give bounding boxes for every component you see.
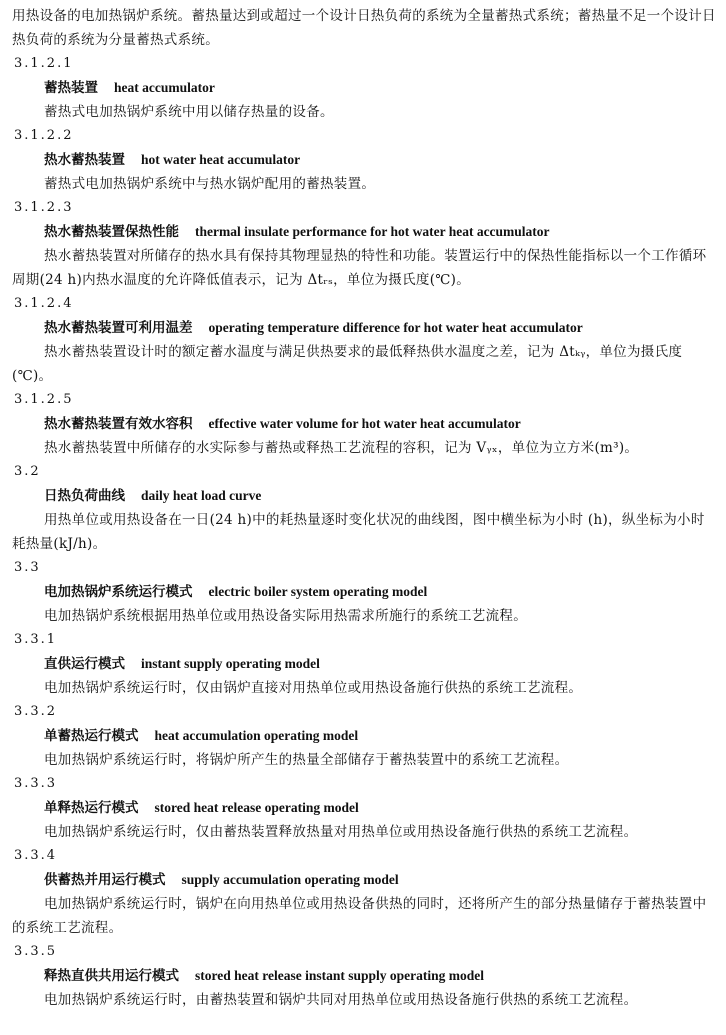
entry-3-3-5 [12,940,716,1012]
term-definition: 电加热锅炉系统运行时，将锅炉所产生的热量全部储存于蓄热装置中的系统工艺流程。 [44,752,569,768]
term-definition: 热水蓄热装置中所储存的水实际参与蓄热或释热工艺流程的容积，记为 Vᵧₓ，单位为立方米(m³)。 [44,440,639,456]
term-english: daily heat load curve [141,488,262,503]
entry-3-1-2-2 [12,124,716,196]
term-english: electric boiler system operating model [208,584,428,599]
term-chinese: 热水蓄热装置有效水容积 [44,416,193,432]
term-definition: 电加热锅炉系统运行时，由蓄热装置和锅炉共同对用热单位或用热设备施行供热的系统工艺流程。 [44,992,638,1008]
clause-number: 3.3.3 [14,776,58,791]
term-line [12,484,716,508]
entry-3-1-2-3 [12,196,716,292]
term-line [12,868,716,892]
term-english: thermal insulate performance for hot water heat accumulator [195,224,550,239]
clause-number: 3.3.4 [14,848,58,863]
term-chinese: 释热直供共用运行模式 [44,968,179,984]
term-definition: 蓄热式电加热锅炉系统中用以储存热量的设备。 [44,104,334,120]
term-definition: 蓄热式电加热锅炉系统中与热水锅炉配用的蓄热装置。 [44,176,376,192]
term-definition: 电加热锅炉系统运行时，仅由蓄热装置释放热量对用热单位或用热设备施行供热的系统工艺流程。 [44,824,638,840]
entry-3-3-4 [12,844,716,940]
clause-number: 3.1.2.1 [14,56,74,71]
clause-number: 3.2 [14,464,41,479]
clause-number: 3.3.2 [14,704,58,719]
term-line [12,796,716,820]
entry-3-2 [12,460,716,556]
term-definition: 电加热锅炉系统根据用热单位或用热设备实际用热需求所施行的系统工艺流程。 [44,608,527,624]
term-chinese: 热水蓄热装置保热性能 [44,224,179,240]
clause-number: 3.3 [14,560,41,575]
entry-3-1-2-5 [12,388,716,460]
term-definition: 热水蓄热装置对所储存的热水具有保持其物理显热的特性和功能。装置运行中的保热性能指标以一个工作循环周期(24 h)内热水温度的允许降低值表示，记为 Δtᵣₛ，单位为摄氏度(℃)。 [12,248,707,288]
term-line [12,412,716,436]
term-english: heat accumulator [114,80,215,95]
term-chinese: 热水蓄热装置 [44,152,125,168]
entry-3-3-1 [12,628,716,700]
entry-3-3 [12,556,716,628]
term-line [12,148,716,172]
term-line [12,76,716,100]
term-line [12,580,716,604]
term-chinese: 热水蓄热装置可利用温差 [44,320,193,336]
clause-number: 3.1.2.5 [14,392,74,407]
term-definition: 电加热锅炉系统运行时，仅由锅炉直接对用热单位或用热设备施行供热的系统工艺流程。 [44,680,583,696]
term-chinese: 电加热锅炉系统运行模式 [44,584,193,600]
entry-3-3-2 [12,700,716,772]
term-chinese: 日热负荷曲线 [44,488,125,504]
term-line [12,964,716,988]
term-chinese: 单释热运行模式 [44,800,139,816]
entry-3-1-2-4 [12,292,716,388]
clause-number: 3.3.5 [14,944,58,959]
term-english: stored heat release instant supply operating model [195,968,485,983]
term-chinese: 蓄热装置 [44,80,98,96]
entry-3-1-2-1 [12,52,716,124]
term-english: instant supply operating model [141,656,320,671]
term-line [12,724,716,748]
term-chinese: 单蓄热运行模式 [44,728,139,744]
term-chinese: 直供运行模式 [44,656,125,672]
term-line [12,316,716,340]
term-english: effective water volume for hot water heat accumulator [208,416,521,431]
term-english: stored heat release operating model [154,800,359,815]
clause-number: 3.1.2.3 [14,200,74,215]
term-definition: 电加热锅炉系统运行时，锅炉在向用热单位或用热设备供热的同时，还将所产生的部分热量储存于蓄热装置中的系统工艺流程。 [12,896,707,936]
term-line [12,220,716,244]
clause-number: 3.1.2.2 [14,128,74,143]
entry-3-3-3 [12,772,716,844]
intro-paragraph: 用热设备的电加热锅炉系统。蓄热量达到或超过一个设计日热负荷的系统为全量蓄热式系统；蓄热量不足一个设计日热负荷的系统为分量蓄热式系统。 [12,8,716,48]
term-line [12,652,716,676]
clause-number: 3.1.2.4 [14,296,74,311]
term-definition: 热水蓄热装置设计时的额定蓄水温度与满足供热要求的最低释热供水温度之差，记为 Δtₖᵧ，单位为摄氏度(℃)。 [12,344,683,384]
term-english: heat accumulation operating model [154,728,359,743]
term-chinese: 供蓄热并用运行模式 [44,872,166,888]
term-english: hot water heat accumulator [141,152,301,167]
clause-number: 3.3.1 [14,632,58,647]
term-english: operating temperature difference for hot water heat accumulator [208,320,583,335]
term-english: supply accumulation operating model [181,872,399,887]
term-definition: 用热单位或用热设备在一日(24 h)中的耗热量逐时变化状况的曲线图，图中横坐标为小时 (h)，纵坐标为小时耗热量(kJ/h)。 [12,512,705,552]
